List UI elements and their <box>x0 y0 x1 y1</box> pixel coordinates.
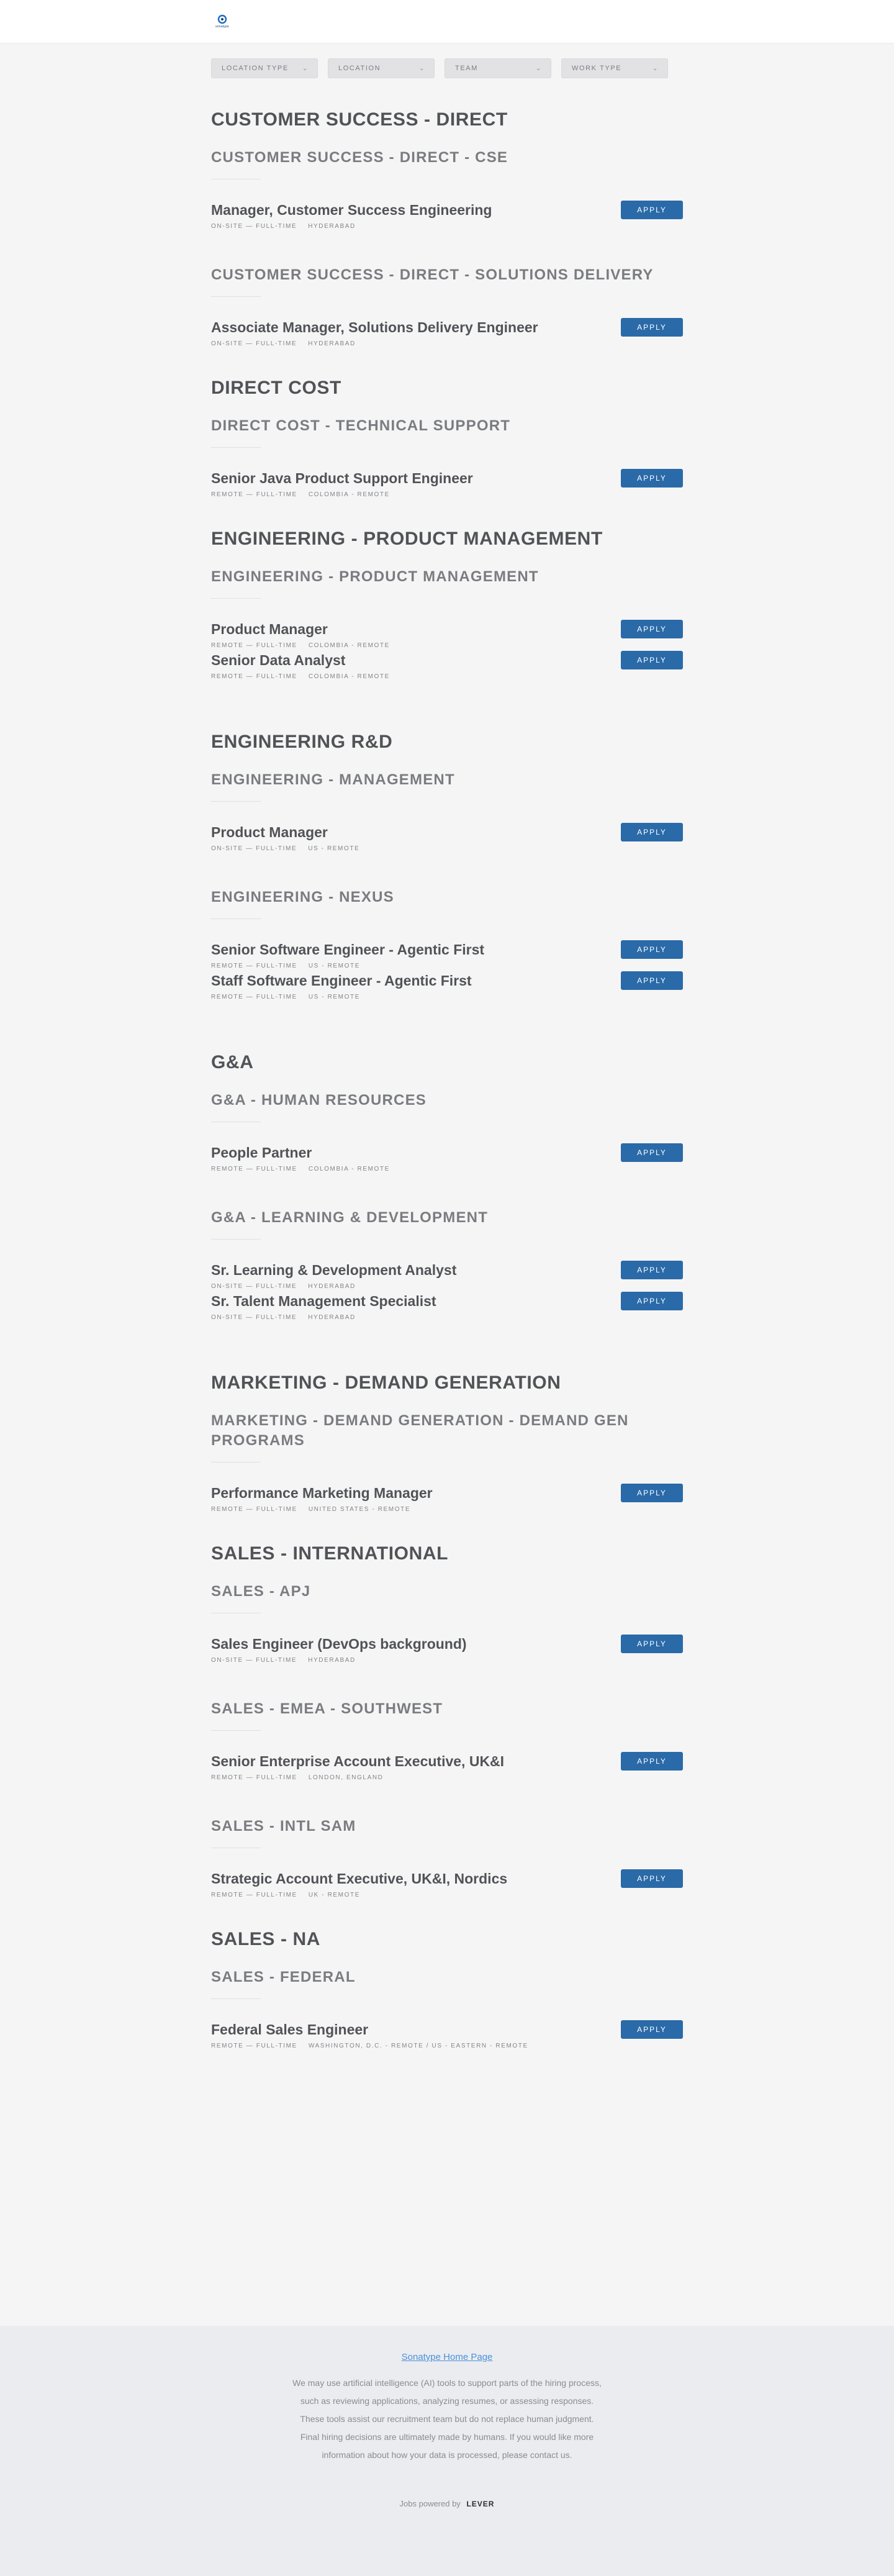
posting-title[interactable]: Manager, Customer Success Engineering <box>211 202 492 218</box>
posting-meta <box>211 1283 683 1290</box>
posting-subgroup <box>211 1582 683 1666</box>
posting-title[interactable]: Sr. Talent Management Specialist <box>211 1293 436 1309</box>
posting-commitment: REMOTE — FULL-TIME <box>211 1166 297 1172</box>
posting-title[interactable]: Product Manager <box>211 824 328 840</box>
posting-commitment: REMOTE — FULL-TIME <box>211 1506 297 1513</box>
company-logo[interactable] <box>211 14 233 30</box>
lever-logo[interactable]: LEVER <box>466 2500 495 2508</box>
posting-commitment: REMOTE — FULL-TIME <box>211 963 297 969</box>
apply-button[interactable]: APPLY <box>621 971 683 990</box>
posting-location: US - REMOTE <box>308 994 360 1000</box>
posting-title[interactable]: Sr. Learning & Development Analyst <box>211 1262 457 1278</box>
posting-location: COLOMBIA - REMOTE <box>308 491 390 498</box>
group-title: MARKETING - DEMAND GENERATION <box>211 1372 561 1393</box>
posting-location: HYDERABAD <box>308 1283 356 1290</box>
posting-commitment: REMOTE — FULL-TIME <box>211 1892 297 1898</box>
posting-location: COLOMBIA - REMOTE <box>308 642 390 649</box>
posting-meta <box>211 994 683 1000</box>
posting-meta <box>211 845 683 852</box>
group-title: ENGINEERING R&D <box>211 732 393 752</box>
powered-by <box>0 2499 894 2508</box>
posting-location: COLOMBIA - REMOTE <box>308 1166 390 1172</box>
posting-meta <box>211 223 683 230</box>
posting[interactable] <box>211 802 683 854</box>
posting[interactable] <box>211 297 683 349</box>
apply-button[interactable]: APPLY <box>621 651 683 669</box>
posting[interactable] <box>211 971 683 1023</box>
posting-commitment: REMOTE — FULL-TIME <box>211 642 297 649</box>
posting-group <box>211 732 683 1023</box>
posting[interactable] <box>211 599 683 651</box>
group-title: G&A <box>211 1052 254 1073</box>
group-title: CUSTOMER SUCCESS - DIRECT <box>211 109 508 130</box>
subgroup-title: SALES - APJ <box>211 1583 311 1600</box>
posting-subgroup <box>211 416 683 500</box>
powered-by-text: Jobs powered by <box>399 2499 461 2508</box>
apply-button[interactable]: APPLY <box>621 823 683 841</box>
posting-meta <box>211 1166 683 1172</box>
subgroup-title: CUSTOMER SUCCESS - DIRECT - SOLUTIONS DELIVERY <box>211 266 654 283</box>
filter-location[interactable] <box>328 58 435 78</box>
subgroup-title: ENGINEERING - PRODUCT MANAGEMENT <box>211 568 539 585</box>
apply-button[interactable]: APPLY <box>621 201 683 219</box>
group-title: SALES - NA <box>211 1929 321 1949</box>
posting-meta <box>211 1506 683 1513</box>
top-bar <box>0 0 894 43</box>
posting-subgroup <box>211 1091 683 1174</box>
posting-commitment: REMOTE — FULL-TIME <box>211 2043 297 2049</box>
posting[interactable] <box>211 919 683 971</box>
filter-team[interactable] <box>445 58 551 78</box>
posting-subgroup <box>211 1208 683 1344</box>
filter-location-type[interactable] <box>211 58 318 78</box>
posting[interactable] <box>211 1292 683 1344</box>
posting[interactable] <box>211 448 683 500</box>
posting-title[interactable]: Senior Java Product Support Engineer <box>211 470 473 486</box>
posting-location: US - REMOTE <box>308 963 360 969</box>
posting-subgroup <box>211 1411 683 1515</box>
posting-location: HYDERABAD <box>308 1657 356 1664</box>
posting-location: HYDERABAD <box>308 1314 356 1321</box>
subgroup-title: DIRECT COST - TECHNICAL SUPPORT <box>211 417 511 434</box>
posting-meta <box>211 1314 683 1321</box>
posting-location: COLOMBIA - REMOTE <box>308 673 390 680</box>
subgroup-title: CUSTOMER SUCCESS - DIRECT - CSE <box>211 149 508 166</box>
posting-title[interactable]: Senior Enterprise Account Executive, UK&I <box>211 1753 505 1769</box>
apply-button[interactable]: APPLY <box>621 469 683 488</box>
posting-commitment: REMOTE — FULL-TIME <box>211 673 297 680</box>
posting-commitment: REMOTE — FULL-TIME <box>211 491 297 498</box>
posting-commitment: ON-SITE — FULL-TIME <box>211 1657 297 1664</box>
chevron-down-icon: ⌄ <box>302 65 309 72</box>
posting-title[interactable]: Associate Manager, Solutions Delivery Engineer <box>211 319 538 335</box>
group-title: SALES - INTERNATIONAL <box>211 1543 449 1564</box>
posting-subgroup <box>211 1816 683 1900</box>
apply-button[interactable]: APPLY <box>621 1261 683 1279</box>
posting-title[interactable]: Senior Data Analyst <box>211 652 346 668</box>
posting-title[interactable]: Federal Sales Engineer <box>211 2021 369 2038</box>
posting-commitment: ON-SITE — FULL-TIME <box>211 340 297 347</box>
chevron-down-icon: ⌄ <box>536 65 542 72</box>
apply-button[interactable]: APPLY <box>621 1869 683 1888</box>
apply-button[interactable]: APPLY <box>621 1143 683 1162</box>
apply-button[interactable]: APPLY <box>621 1292 683 1310</box>
apply-button[interactable]: APPLY <box>621 1752 683 1771</box>
posting-group <box>211 378 683 500</box>
posting-title[interactable]: Strategic Account Executive, UK&I, Nordics <box>211 1871 508 1887</box>
subgroup-title: SALES - INTL SAM <box>211 1818 356 1834</box>
posting-groups <box>211 109 683 2051</box>
posting[interactable] <box>211 651 683 703</box>
apply-button[interactable]: APPLY <box>621 1635 683 1653</box>
posting-title[interactable]: Performance Marketing Manager <box>211 1485 433 1501</box>
posting-group <box>211 109 683 349</box>
posting[interactable] <box>211 179 683 232</box>
posting-subgroup <box>211 1699 683 1783</box>
posting-meta <box>211 2043 683 2049</box>
posting-title[interactable]: Staff Software Engineer - Agentic First <box>211 973 472 989</box>
posting-meta <box>211 642 683 649</box>
apply-button[interactable]: APPLY <box>621 1484 683 1502</box>
posting-location: LONDON, ENGLAND <box>308 1774 384 1781</box>
posting[interactable] <box>211 1999 683 2051</box>
filter-label: LOCATION TYPE <box>222 65 289 72</box>
posting-commitment: REMOTE — FULL-TIME <box>211 994 297 1000</box>
subgroup-title: ENGINEERING - NEXUS <box>211 889 394 905</box>
posting[interactable] <box>211 1613 683 1666</box>
postings-container <box>211 58 683 2051</box>
posting-commitment: ON-SITE — FULL-TIME <box>211 1314 297 1321</box>
posting-title[interactable]: Product Manager <box>211 621 328 637</box>
posting[interactable] <box>211 1463 683 1515</box>
group-title: DIRECT COST <box>211 378 341 398</box>
posting-subgroup <box>211 265 683 349</box>
subgroup-title: SALES - FEDERAL <box>211 1969 356 1985</box>
posting-subgroup <box>211 887 683 1023</box>
posting[interactable] <box>211 1240 683 1292</box>
filter-label: LOCATION <box>338 65 381 72</box>
posting-meta <box>211 1657 683 1664</box>
posting-group <box>211 1929 683 2051</box>
posting-subgroup <box>211 567 683 703</box>
posting-location: HYDERABAD <box>308 340 356 347</box>
posting-group <box>211 1052 683 1344</box>
logo-icon <box>211 14 233 25</box>
apply-button[interactable]: APPLY <box>621 620 683 638</box>
posting-subgroup <box>211 770 683 854</box>
posting-commitment: ON-SITE — FULL-TIME <box>211 223 297 230</box>
posting-commitment: ON-SITE — FULL-TIME <box>211 1283 297 1290</box>
posting-meta <box>211 340 683 347</box>
apply-button[interactable]: APPLY <box>621 2020 683 2039</box>
posting-meta <box>211 1892 683 1898</box>
posting-title[interactable]: Senior Software Engineer - Agentic First <box>211 941 485 958</box>
posting-location: HYDERABAD <box>308 223 356 230</box>
footer <box>0 2326 894 2576</box>
posting-subgroup <box>211 1967 683 2051</box>
posting-subgroup <box>211 148 683 232</box>
posting[interactable] <box>211 1848 683 1900</box>
posting-location: UK - REMOTE <box>308 1892 360 1898</box>
chevron-down-icon: ⌄ <box>419 65 425 72</box>
subgroup-title: MARKETING - DEMAND GENERATION - DEMAND GEN PROGRAMS <box>211 1412 629 1449</box>
chevron-down-icon: ⌄ <box>652 65 659 72</box>
posting-meta <box>211 491 683 498</box>
logo-text: sonatype <box>215 25 229 29</box>
subgroup-title: ENGINEERING - MANAGEMENT <box>211 771 455 788</box>
posting-group <box>211 1543 683 1900</box>
posting-location: WASHINGTON, D.C. - REMOTE / US - EASTERN - REMOTE <box>308 2043 528 2049</box>
posting-meta <box>211 673 683 680</box>
filter-work-type[interactable] <box>561 58 668 78</box>
posting-meta <box>211 1774 683 1781</box>
filter-label: WORK TYPE <box>572 65 622 72</box>
filter-label: TEAM <box>455 65 478 72</box>
filter-bar <box>211 58 683 78</box>
group-title: ENGINEERING - PRODUCT MANAGEMENT <box>211 528 603 549</box>
subgroup-title: G&A - LEARNING & DEVELOPMENT <box>211 1209 489 1226</box>
posting-location: US - REMOTE <box>308 845 360 852</box>
posting-commitment: ON-SITE — FULL-TIME <box>211 845 297 852</box>
posting-title[interactable]: Sales Engineer (DevOps background) <box>211 1636 467 1652</box>
posting-title[interactable]: People Partner <box>211 1145 312 1161</box>
ai-disclaimer: We may use artificial intelligence (AI) tools to support parts of the hiring process, such as reviewing applications, analyzing resumes, or assessing responses. These tools assist our recruitment team but do not replace human judgment. Final hiring decisions are ultimately made by humans. If you would like more information about how your data is processed, please contact us. <box>292 2378 602 2460</box>
apply-button[interactable]: APPLY <box>621 318 683 337</box>
posting-group <box>211 528 683 703</box>
subgroup-title: G&A - HUMAN RESOURCES <box>211 1092 427 1109</box>
home-page-link[interactable]: Sonatype Home Page <box>401 2352 493 2362</box>
posting-location: UNITED STATES - REMOTE <box>308 1506 411 1513</box>
posting[interactable] <box>211 1731 683 1783</box>
posting[interactable] <box>211 1122 683 1174</box>
apply-button[interactable]: APPLY <box>621 940 683 959</box>
posting-commitment: REMOTE — FULL-TIME <box>211 1774 297 1781</box>
posting-group <box>211 1372 683 1515</box>
posting-meta <box>211 963 683 969</box>
subgroup-title: SALES - EMEA - SOUTHWEST <box>211 1700 443 1717</box>
